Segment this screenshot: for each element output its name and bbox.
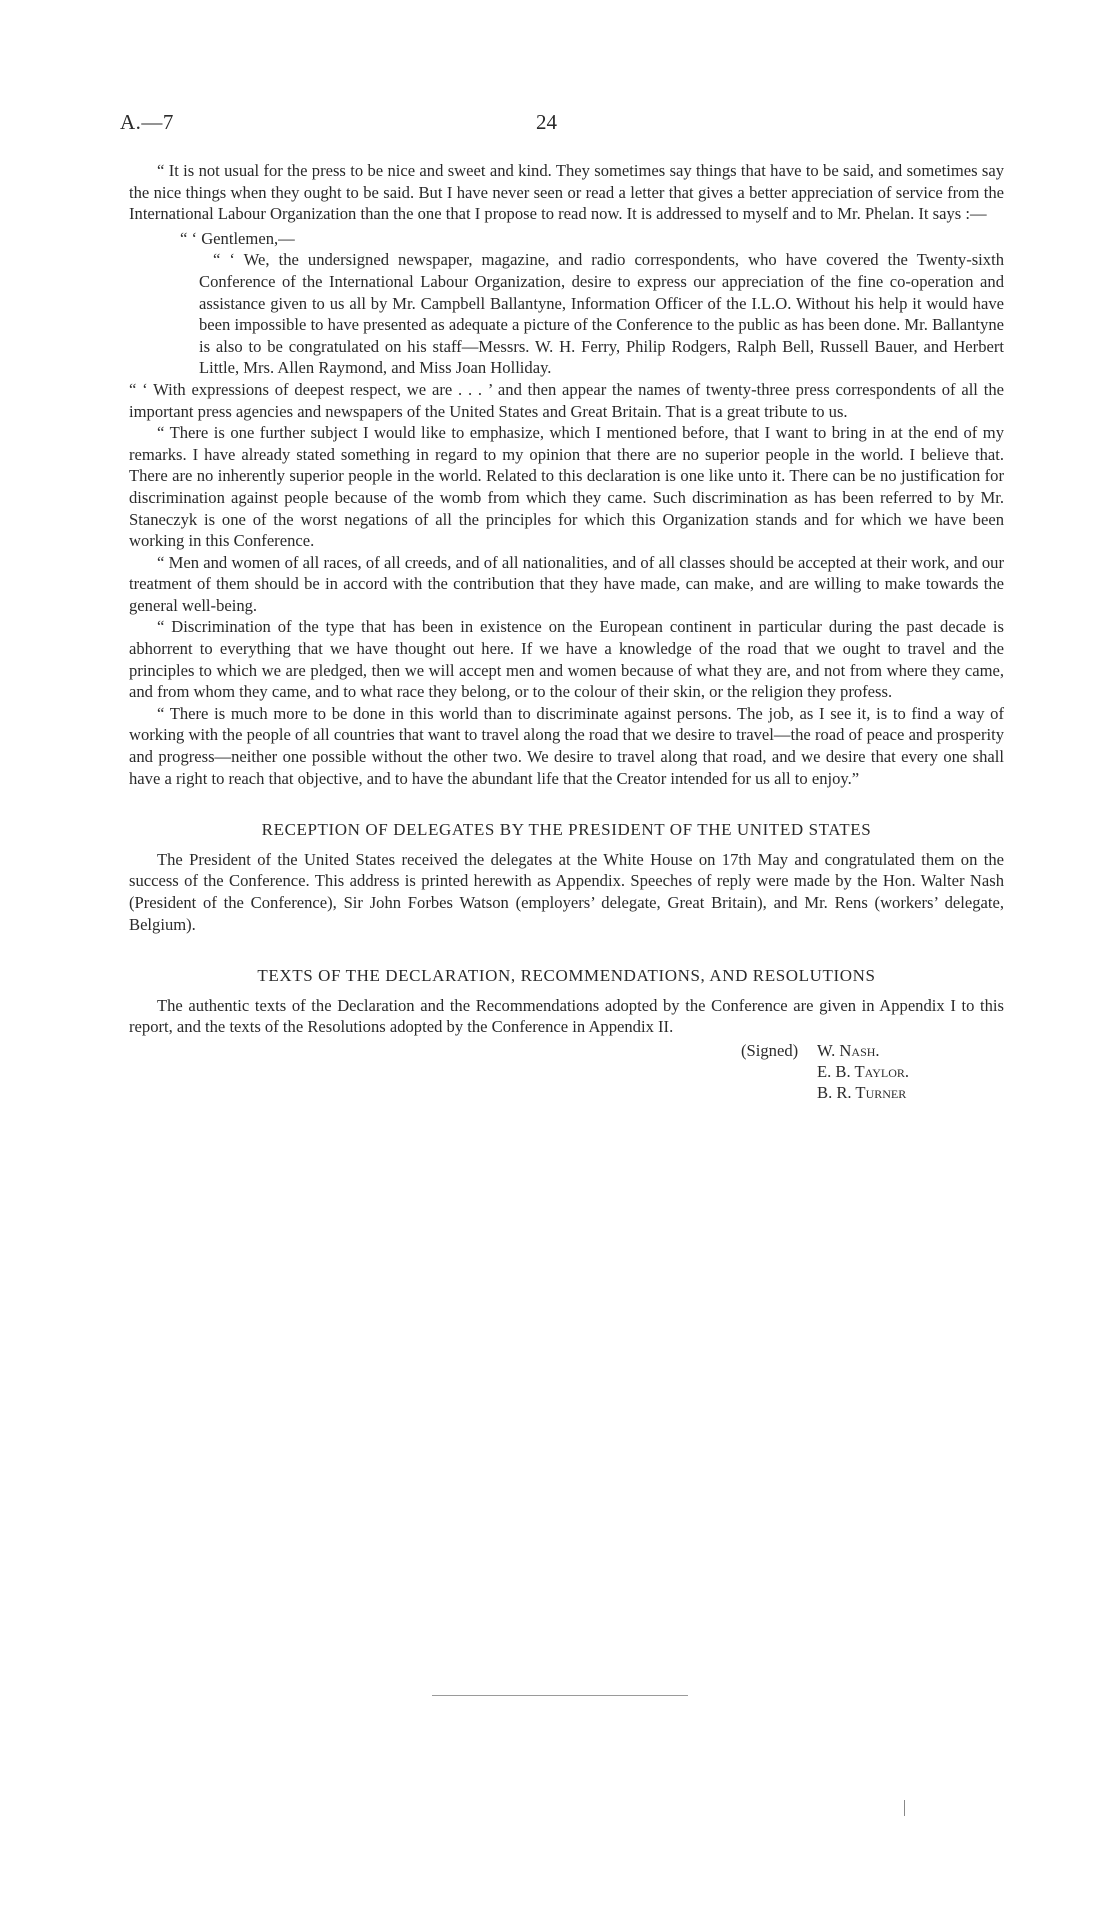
paragraph-further-subject: “ There is one further subject I would like to emphasize, which I mentioned before, that I want to bring in at the end of my remarks. I have already stated something in regard to my opinion that there are no superior people in the world. I believe that. There are no inherently superior people in the world. Related to this declaration is one like unto it. There can be no justification for discrimination against people because of the womb from which they came. Such discrimination as has been referred to by Mr. Staneczyk is one of the worst negations of all the principles for which this Organization stands and for which we have been working in this Conference.: [129, 423, 1004, 551]
paragraph-press-intro: “ It is not usual for the press to be nice and sweet and kind. They sometimes say things that have to be said, and sometimes say the nice things when they ought to be said. But I have never seen or read a letter that gives a better appreciation of service from the International Labour Organization than the one that I propose to read now. It is addressed to myself and to Mr. Phelan. It says :—: [129, 161, 1004, 224]
paragraph-reception: The President of the United States received the delegates at the White House on 17th May and congratulated them on the success of the Conference. This address is printed herewith as Appendix. Speeches of reply were made by the Hon. Walter Nash (President of the Conference), Sir John Forbes Watson (employers’ delegate, Great Britain), and Mr. Rens (workers’ delegate, Belgium).: [129, 849, 1004, 934]
signatory-name: E. B. Taylor.: [817, 1061, 910, 1081]
heading-texts: TEXTS OF THE DECLARATION, RECOMMENDATIONS, AND RESOLUTIONS: [257, 966, 876, 986]
signature-label: (Signed): [741, 1040, 799, 1060]
page-number: 24: [536, 110, 557, 134]
letter-salutation: “ ‘ Gentlemen,—: [180, 228, 295, 248]
signature-block: [129, 1040, 1004, 1110]
paragraph-texts: The authentic texts of the Declaration and the Recommendations adopted by the Conference are given in Appendix I to this report, and the texts of the Resolutions adopted by the Conference in Appendix II.: [129, 995, 1004, 1037]
paragraph-men-and-women: “ Men and women of all races, of all creeds, and of all nationalities, and of all classes should be accepted at their work, and our treatment of them should be in accord with the contribution that they have made, can make, and are willing to make towards the general well-being.: [129, 552, 1004, 615]
signatory-name: B. R. Turner: [817, 1082, 907, 1102]
paragraph-discrimination: “ Discrimination of the type that has been in existence on the European continent in particular during the past decade is abhorrent to everything that we have thought out here. If we have a knowledge of the road that we ought to travel and the principles to which we are pledged, then we will accept men and women because of what they are, and not from where they came, and from whom they came, and to what race they belong, or to the colour of their skin, or the religion they profess.: [129, 617, 1004, 702]
margin-mark: [904, 1800, 905, 1816]
heading-reception: RECEPTION OF DELEGATES BY THE PRESIDENT OF THE UNITED STATES: [261, 820, 872, 840]
signatory-name: W. Nash.: [817, 1040, 880, 1060]
paragraph-much-more: “ There is much more to be done in this world than to discriminate against persons. The job, as I see it, is to find a way of working with the people of all countries that want to travel along the road that we desire to travel—the road of peace and prosperity and progress—neither one possible without the other two. We desire to travel along that road, and we desire that every one shall have a right to reach that objective, and to have the abundant life that the Creator intended for us all to enjoy.”: [129, 703, 1004, 788]
document-reference: A.—7: [120, 110, 174, 134]
paragraph-letter-closing: “ ‘ With expressions of deepest respect, we are . . . ’ and then appear the names of twenty-three press correspondents of all the important press agencies and newspapers of the United States and Great Britain. That is a great tribute to us.: [129, 379, 1004, 421]
end-rule-divider: [432, 1695, 688, 1696]
letter-body: “ ‘ We, the undersigned newspaper, magazine, and radio correspondents, who have covered the Twenty-sixth Conference of the International Labour Organization, desire to express our appreciation of the fine co-operation and assistance given to us all by Mr. Campbell Ballantyne, Information Officer of the I.L.O. Without his help it would have been impossible to have presented as adequate a picture of the Conference to the public as has been done. Mr. Ballantyne is also to be congratulated on his staff—Messrs. W. H. Ferry, Philip Rodgers, Ralph Bell, Russell Bauer, and Herbert Little, Mrs. Allen Raymond, and Miss Joan Holliday.: [199, 250, 1004, 378]
document-body: [129, 160, 1004, 1110]
